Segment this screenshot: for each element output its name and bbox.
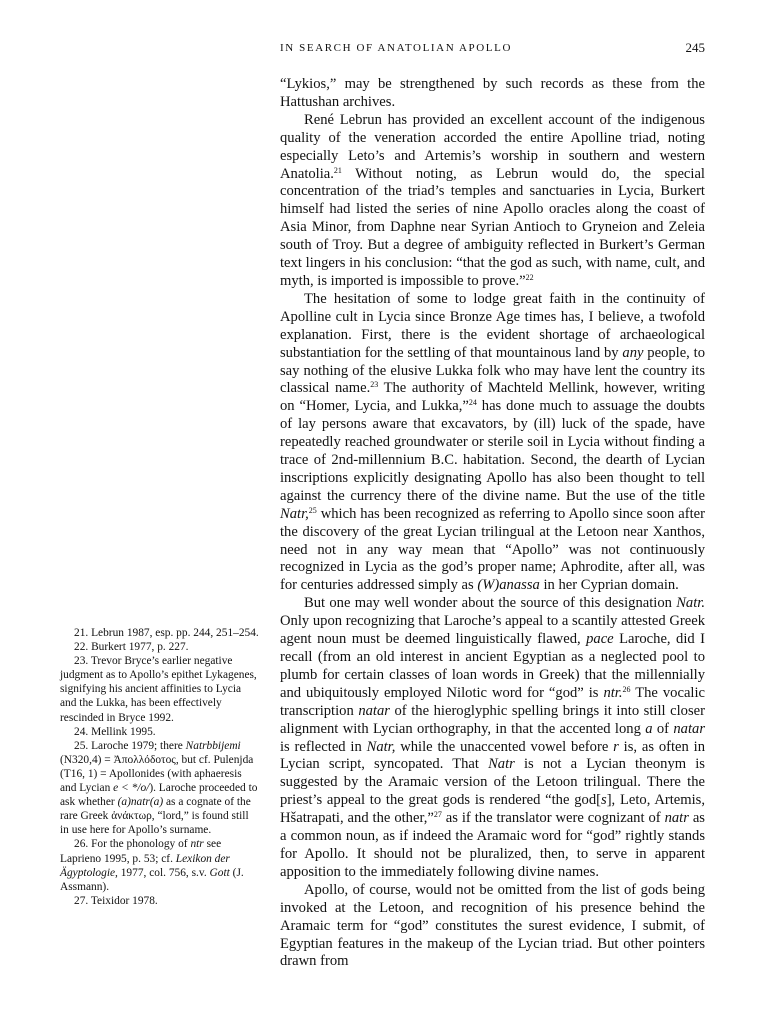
footnote-ref-21[interactable]: 21 — [333, 165, 342, 175]
footnote-ref-23[interactable]: 23 — [370, 380, 379, 390]
footnote-26: 26. For the phonology of ntr see Laprieno 1995, p. 53; cf. Lexikon der Ägyptologie, 1977, col. 756, s.v. Gott (J. Assmann). — [60, 838, 244, 893]
footnote-22: 22. Burkert 1977, p. 227. — [74, 641, 189, 654]
footnote-24: 24. Mellink 1995. — [74, 725, 156, 738]
footnote-21: 21. Lebrun 1987, esp. pp. 244, 251–254. — [74, 627, 259, 639]
running-title: IN SEARCH OF ANATOLIAN APOLLO — [280, 42, 512, 54]
paragraph-1: “Lykios,” may be strengthened by such records as these from the Hattushan archives. — [280, 76, 705, 110]
page-number: 245 — [685, 40, 705, 55]
running-header — [280, 42, 705, 62]
footnote-ref-26[interactable]: 26 — [622, 684, 631, 694]
footnote-ref-24[interactable]: 24 — [468, 398, 477, 408]
footnote-23: 23. Trevor Bryce’s earlier negative judgment as to Apollo’s epithet Lykagenes, signifying his ancient affinities to Lycia and the Lukka, has been effectively rescinded in Bryce 1992. — [60, 655, 257, 724]
main-text-column — [280, 76, 705, 971]
paragraph-2: René Lebrun has provided an excellent account of the indigenous quality of the veneration accorded the entire Apolline triad, noting especially Leto’s and Artemis’s worship in southern and western Anatolia.$^{21}$ Without noting, as Lebrun would do, the special concentration of the triad’s temples and sanctuaries in Lycia, Burkert himself had listed the series of nine Apollo oracles along the coast of Asia Minor, from Daphne near Syrian Antioch to Gryneion and Zeleia south of Troy. But a degree of ambiguity reflected in Burkert’s German text lingers in his conclusion: “that the god as such, with name, cult, and myth, is imported is impossible to prove.”$^{22}$ — [280, 111, 705, 289]
paragraph-4: But one may well wonder about the source of this designation Natr. Only upon recognizing that Laroche’s appeal to a scantily attested Greek agent noun must be deemed linguistically flawed, pace Laroche, did I recall (from an old interest in ancient Egyptian as a neglected pool to plumb for certain classes of loan words in Greek) that the millennially and ubiquitously employed Nilotic word for “god” is ntr.$^{26}$ The vocalic transcription natar of the hieroglyphic spelling brings it into still closer alignment with Lycian orthography, in that the accented long a of natar is reflected in Natr, while the unaccented vowel before r is, as often in Lycian script, syncopated. That Natr is not a Lycian theonym is suggested by the Aramaic version of the Letoon trilingual. There the priest’s appeal to the great gods is rendered “the god[s], Leto, Artemis, Hšatrapati, and the other,”$^{27}$ as if the translator were cognizant of natr as a common noun, as if indeed the Aramaic word for “god” rightly stands for Apollo. It should not be pluralized, then, to serve in apparent apposition to the immediately following divine names. — [280, 595, 706, 880]
paragraph-3: The hesitation of some to lodge great faith in the continuity of Apolline cult in Lycia since Bronze Age times has, I believe, a twofold explanation. First, there is the evident shortage of archaeological substantiation for the settling of that mountainous land by any people, to say nothing of the elusive Lukka folk who may have lent the country its classical name.$^{23}$ The authority of Machteld Mellink, however, writing on “Homer, Lycia, and Lukka,”$^{24}$ has done much to assuage the doubts of lay persons aware that excavators, by (ill) luck of the spade, have repeatedly reached groundwater or sterile soil in Lycia without finding a trace of 2nd-millennium B.C. habitation. Second, the dearth of Lycian inscriptions explicitly designating Apollo has also been thought to tell against the currency there of the divine name. But the use of the title Natr,$^{25}$ which has been recognized as referring to Apollo since soon after the discovery of the great Lycian trilingual at the Letoon near Xanthos, need not in any way mean that “Apollo” was not continuously recognized in Lycia as the god’s proper name; Aphrodite, after all, was for centuries addressed simply as (W)anassa in her Cyprian domain. — [280, 290, 705, 594]
paragraph-5: Apollo, of course, would not be omitted from the list of gods being invoked at the Letoon, and recognition of his presence behind the Aramaic term for “god” constitutes the surest evidence, I submit, of Egyptian features in the makeup of the Lycian triad. But other pointers drawn from — [280, 881, 705, 970]
footnote-25: 25. Laroche 1979; there Natrbbijemi (N320,4) = Ἀπολλόδοτος, but cf. Pulenjda (T16, 1) = Apollonides (with aphaeresis and Lycian e < */o/). Laroche proceeded to ask whether (a)natr(a) as a cognate of the rare Greek ἀνάκτωρ, “lord,” is found still in use here for Apollo’s surname. — [60, 739, 258, 837]
footnote-ref-22[interactable]: 22 — [525, 272, 534, 282]
footnotes-column — [60, 626, 260, 908]
footnote-ref-25[interactable]: 25 — [308, 505, 317, 515]
footnote-27: 27. Teixidor 1978. — [74, 894, 158, 907]
footnote-ref-27[interactable]: 27 — [433, 810, 442, 820]
